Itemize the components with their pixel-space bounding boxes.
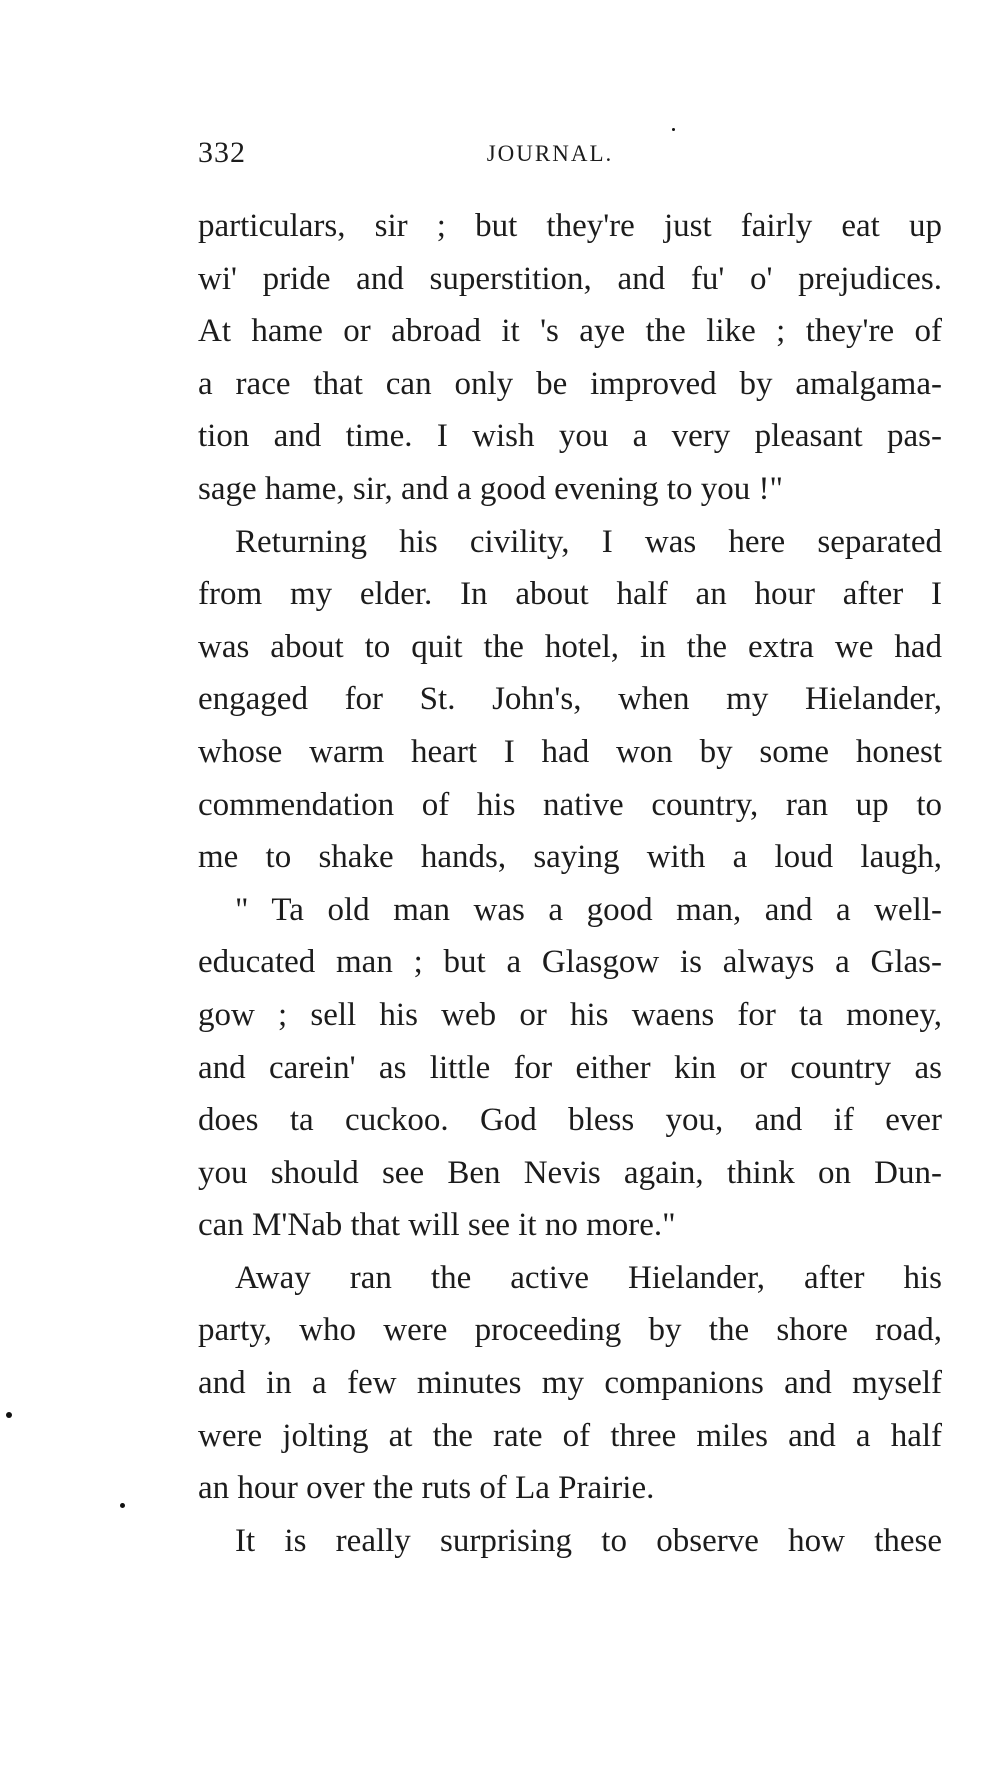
text-line: gow ; sell his web or his waens for ta money,	[198, 996, 942, 1033]
paragraph-4	[198, 1252, 942, 1515]
page-header	[198, 136, 942, 176]
paragraph-3	[198, 884, 942, 1252]
text-line: particulars, sir ; but they're just fairly eat up	[198, 208, 942, 244]
text-line: engaged for St. John's, when my Hielander,	[198, 681, 942, 718]
text-line: me to shake hands, saying with a loud laugh,	[198, 839, 942, 876]
text-line: party, who were proceeding by the shore road,	[198, 1312, 942, 1349]
text-line: commendation of his native country, ran up to	[198, 786, 942, 823]
scan-speck	[120, 1503, 125, 1508]
text-line: can M'Nab that will see it no more."	[198, 1207, 676, 1244]
text-line: sage hame, sir, and a good evening to you !"	[198, 470, 783, 507]
scan-speck	[672, 128, 675, 131]
text-line: and in a few minutes my companions and myself	[198, 1365, 942, 1402]
text-line: and carein' as little for either kin or country as	[198, 1049, 942, 1086]
text-line: you should see Ben Nevis again, think on Dun-	[198, 1154, 942, 1191]
text-line: At hame or abroad it 's aye the like ; they're of	[198, 313, 942, 350]
paragraph-1	[198, 200, 942, 516]
text-line: wi' pride and superstition, and fu' o' prejudices.	[198, 260, 942, 297]
text-line: whose warm heart I had won by some honest	[198, 733, 942, 770]
running-head: JOURNAL.	[486, 141, 614, 166]
text-line: educated man ; but a Glasgow is always a Glas-	[198, 944, 942, 981]
paragraph-2	[198, 516, 942, 884]
text-line: Away ran the active Hielander, after his	[235, 1259, 942, 1296]
text-line: was about to quit the hotel, in the extra we had	[198, 628, 942, 665]
text-line: tion and time. I wish you a very pleasant pas-	[198, 418, 942, 455]
text-line: " Ta old man was a good man, and a well-	[235, 891, 942, 928]
page-number: 332	[198, 136, 246, 169]
text-line: were jolting at the rate of three miles and a half	[198, 1417, 942, 1454]
body-text	[198, 200, 942, 1567]
paragraph-5	[198, 1515, 942, 1568]
text-line: Returning his civility, I was here separated	[235, 523, 942, 560]
text-line: It is really surprising to observe how these	[235, 1522, 942, 1559]
text-line: from my elder. In about half an hour after I	[198, 576, 942, 613]
text-line: an hour over the ruts of La Prairie.	[198, 1470, 655, 1507]
text-line: does ta cuckoo. God bless you, and if ever	[198, 1102, 942, 1139]
text-line: a race that can only be improved by amalgama-	[198, 365, 942, 402]
scan-speck	[6, 1412, 12, 1418]
